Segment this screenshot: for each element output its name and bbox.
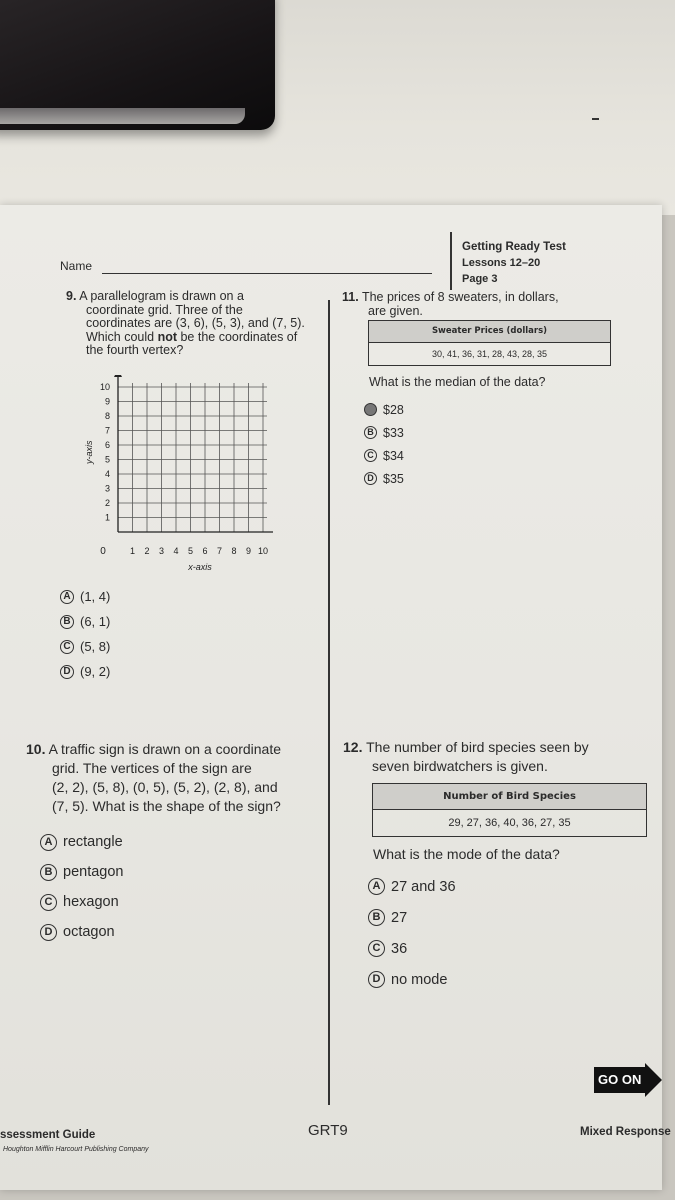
answer-option[interactable] (60, 634, 110, 659)
answer-bubble[interactable]: B (60, 615, 74, 629)
device-corner (0, 0, 275, 130)
q11-question: What is the median of the data? (369, 375, 546, 389)
column-divider (328, 300, 330, 1105)
x-tick-label: 6 (202, 546, 208, 556)
origin-label: 0 (100, 546, 106, 557)
table-values: 29, 27, 36, 40, 36, 27, 35 (448, 817, 571, 829)
answer-bubble-filled[interactable]: A (364, 403, 377, 416)
go-on-label: GO ON (594, 1067, 645, 1093)
q9-options (60, 584, 110, 684)
q9-line: the fourth vertex? (86, 343, 184, 357)
table-header: Number of Bird Species (373, 784, 646, 810)
answer-option[interactable] (364, 398, 404, 421)
x-axis-label: x-axis (188, 562, 212, 572)
option-text: (9, 2) (80, 664, 111, 679)
y-tick-label: 9 (104, 396, 110, 407)
footer-section: Mixed Response (580, 1126, 671, 1138)
y-tick-label: 3 (104, 483, 110, 494)
answer-option[interactable] (40, 857, 123, 887)
answer-bubble[interactable]: A (60, 590, 74, 604)
answer-option[interactable] (368, 964, 456, 995)
footer-assessment-guide: ssessment Guide (0, 1129, 96, 1141)
answer-option[interactable] (364, 467, 404, 490)
q9-line: A parallelogram is drawn on a (79, 289, 244, 303)
answer-bubble[interactable]: D (40, 924, 57, 941)
y-tick-label: 8 (104, 411, 110, 421)
desk-speck (592, 118, 599, 120)
q9-line: coordinates are (3, 6), (5, 3), and (7, 5). (86, 316, 305, 330)
question-number: 12. (343, 739, 363, 755)
option-text: no mode (391, 971, 448, 988)
x-tick-label: 3 (158, 546, 165, 556)
option-text: $34 (383, 448, 404, 463)
page-label: Page 3 (462, 273, 498, 285)
q11-line: are given. (368, 304, 423, 318)
answer-option[interactable] (368, 902, 456, 933)
y-tick-label: 1 (104, 512, 110, 523)
q10-line: (2, 2), (5, 8), (0, 5), (5, 2), (2, 8), and (52, 779, 278, 795)
footer-code: GRT9 (308, 1122, 348, 1139)
x-tick-label: 2 (144, 546, 150, 556)
answer-option[interactable] (40, 917, 123, 947)
answer-bubble[interactable]: D (60, 665, 74, 679)
question-10 (26, 740, 321, 816)
answer-option[interactable] (368, 871, 456, 902)
q10-line: grid. The vertices of the sign are (52, 760, 252, 776)
x-tick-label: 10 (257, 546, 269, 556)
q12-options (368, 871, 456, 995)
question-number: 9. (66, 289, 77, 303)
answer-option[interactable] (60, 609, 110, 634)
go-on-arrow[interactable] (594, 1063, 662, 1097)
answer-option[interactable] (60, 584, 110, 609)
option-text: hexagon (63, 894, 119, 910)
coordinate-grid (80, 375, 310, 575)
table-values: 30, 41, 36, 31, 28, 43, 28, 35 (431, 349, 548, 359)
question-9 (66, 290, 326, 358)
q9-line: Which could not be the coordinates of (86, 329, 298, 344)
y-axis-arrow-icon (114, 375, 122, 377)
answer-bubble[interactable]: C (368, 940, 385, 957)
y-tick-label: 6 (104, 440, 110, 450)
footer-publisher: Houghton Mifflin Harcourt Publishing Company (3, 1146, 149, 1153)
y-tick-label: 2 (104, 498, 110, 508)
option-text: (6, 1) (80, 614, 111, 629)
y-tick-label: 7 (104, 425, 110, 436)
name-field[interactable] (102, 273, 432, 274)
answer-bubble[interactable]: A (40, 834, 57, 851)
q12-line: seven birdwatchers is given. (372, 758, 548, 774)
q10-options (40, 827, 123, 947)
bird-species-table (372, 783, 647, 837)
answer-bubble[interactable]: C (364, 449, 377, 462)
x-tick-label: 7 (216, 546, 223, 556)
answer-option[interactable] (364, 421, 404, 444)
sweater-price-table (368, 320, 611, 366)
option-text: (1, 4) (80, 589, 111, 604)
q10-line: (7, 5). What is the shape of the sign? (52, 798, 281, 814)
y-axis-label: y-axis (84, 440, 94, 465)
option-text: $33 (383, 425, 404, 440)
q12-line: The number of bird species seen by (366, 739, 589, 755)
answer-option[interactable] (364, 444, 404, 467)
option-text: 36 (391, 940, 408, 957)
answer-bubble[interactable]: A (368, 878, 385, 895)
answer-bubble[interactable]: D (368, 971, 385, 988)
answer-option[interactable] (40, 827, 123, 857)
option-text: rectangle (63, 834, 123, 850)
answer-bubble[interactable]: B (364, 426, 377, 439)
q11-options (364, 398, 404, 490)
answer-option[interactable] (40, 887, 123, 917)
answer-option[interactable] (368, 933, 456, 964)
option-text: pentagon (63, 864, 124, 880)
option-text: $28 (383, 402, 404, 417)
q10-line: A traffic sign is drawn on a coordinate (48, 741, 282, 757)
q9-line: coordinate grid. Three of the (86, 302, 243, 317)
question-12 (343, 738, 643, 776)
answer-bubble[interactable]: C (60, 640, 74, 654)
y-tick-label: 4 (104, 469, 110, 479)
question-11 (342, 290, 642, 318)
x-tick-label: 1 (129, 546, 136, 556)
x-tick-label: 8 (231, 546, 237, 556)
q12-question: What is the mode of the data? (373, 846, 560, 862)
question-number: 10. (26, 741, 46, 757)
x-tick-label: 5 (187, 546, 194, 556)
option-text: 27 and 36 (391, 878, 456, 895)
y-tick-label: 10 (99, 382, 110, 392)
x-tick-label: 9 (245, 546, 252, 556)
option-text: $35 (383, 471, 404, 486)
x-tick-label: 4 (173, 546, 179, 556)
arrow-right-icon (645, 1063, 662, 1097)
answer-bubble[interactable]: B (368, 909, 385, 926)
answer-bubble[interactable]: B (40, 864, 57, 881)
answer-option[interactable] (60, 659, 110, 684)
option-text: octagon (63, 924, 115, 940)
answer-bubble[interactable]: C (40, 894, 57, 911)
name-label: Name (60, 259, 93, 273)
table-header: Sweater Prices (dollars) (369, 321, 610, 343)
option-text: (5, 8) (80, 639, 111, 654)
y-tick-label: 5 (104, 454, 110, 465)
option-text: 27 (391, 909, 408, 926)
answer-bubble[interactable]: D (364, 472, 377, 485)
lessons-label: Lessons 12–20 (462, 257, 541, 269)
q11-line: The prices of 8 sweaters, in dollars, (361, 290, 559, 304)
question-number: 11. (342, 290, 359, 304)
test-title: Getting Ready Test (462, 241, 566, 253)
header-divider (450, 232, 452, 290)
